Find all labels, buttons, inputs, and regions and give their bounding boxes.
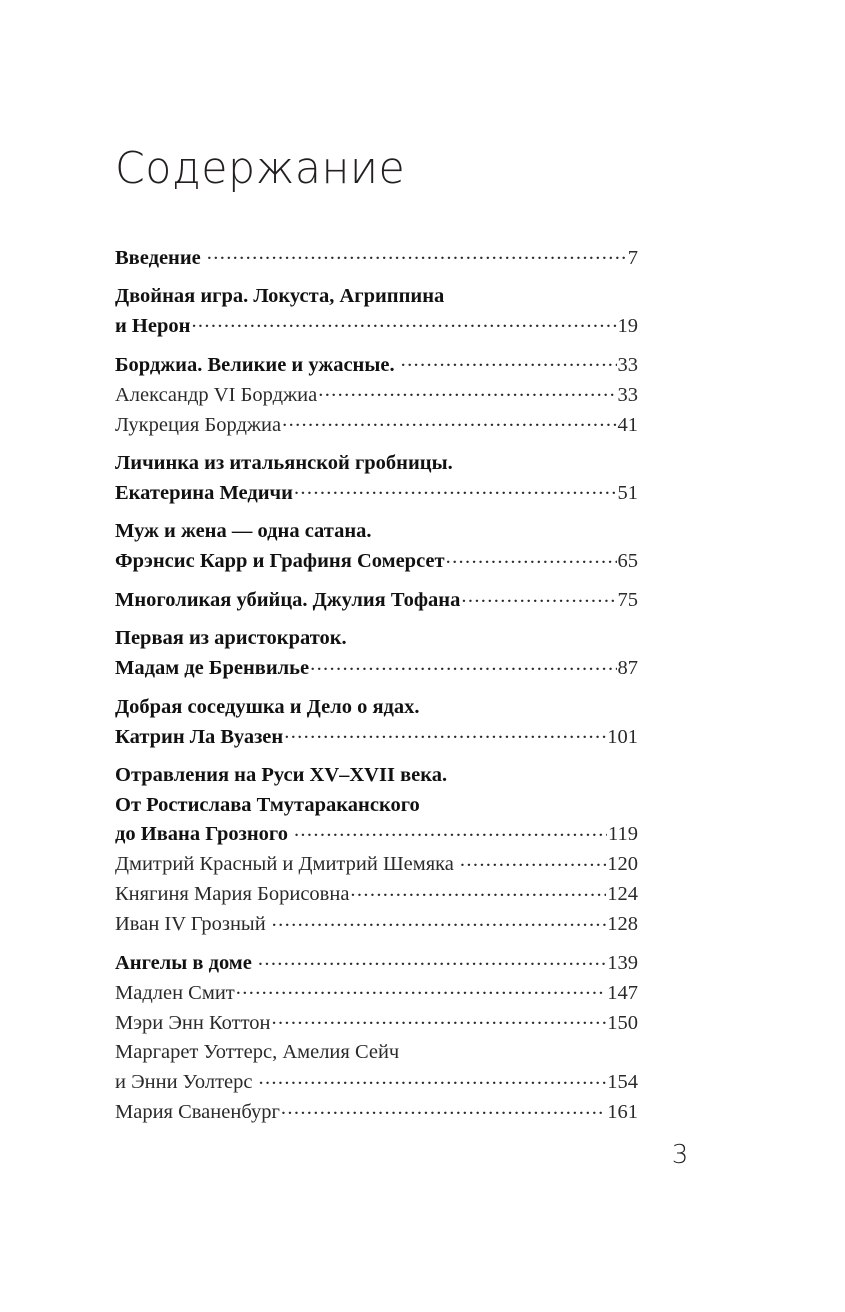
toc-subentry[interactable]	[115, 978, 638, 1008]
toc-dot-leader	[258, 1068, 606, 1089]
toc-entry-label: Мария Сваненбург	[115, 1101, 280, 1124]
toc-group	[115, 624, 638, 683]
toc-subentry[interactable]	[115, 1068, 638, 1098]
toc-dot-leader	[446, 547, 617, 568]
toc-entry[interactable]	[115, 624, 638, 653]
toc-entry[interactable]	[115, 350, 638, 380]
toc-page-number: 41	[617, 413, 638, 436]
toc-entry-label: Лукреция Борджиа	[115, 413, 282, 436]
toc-entry[interactable]	[115, 243, 638, 273]
toc-entry-label: Личинка из итальянской гробницы.	[115, 451, 453, 474]
toc-entry[interactable]	[115, 693, 638, 722]
toc-dot-leader	[236, 978, 606, 999]
toc-page-number: 124	[607, 883, 638, 906]
toc-group	[115, 282, 638, 341]
toc-entry[interactable]	[115, 949, 638, 979]
toc-page-number: 128	[607, 913, 638, 936]
toc-entry-label: Дмитрий Красный и Дмитрий Шемяка	[115, 853, 454, 876]
toc-dot-leader	[460, 850, 606, 871]
toc-entry-label: Мадам де Бренвилье	[115, 657, 310, 680]
toc-entry[interactable]	[115, 311, 638, 341]
toc-list	[115, 243, 638, 1127]
toc-subentry[interactable]	[115, 1098, 638, 1128]
toc-entry-label: Борджиа. Великие и ужасные.	[115, 353, 395, 376]
toc-entry[interactable]	[115, 586, 638, 616]
toc-dot-leader	[318, 380, 616, 401]
toc-subentry[interactable]	[115, 850, 638, 880]
toc-dot-leader	[281, 1098, 606, 1119]
toc-entry-label: Маргарет Уоттерс, Амелия Сейч	[115, 1041, 400, 1064]
toc-dot-leader	[207, 243, 627, 264]
toc-subentry[interactable]	[115, 880, 638, 910]
toc-entry-label: Добрая соседушка и Дело о ядах.	[115, 695, 420, 718]
toc-entry[interactable]	[115, 547, 638, 577]
toc-dot-leader	[258, 949, 606, 970]
toc-entry-label: и Нерон	[115, 314, 191, 337]
toc-entry[interactable]	[115, 654, 638, 684]
toc-page-number: 101	[607, 725, 638, 748]
toc-dot-leader	[191, 311, 616, 332]
toc-group	[115, 586, 638, 616]
toc-dot-leader	[284, 722, 606, 743]
toc-page-number: 161	[607, 1101, 638, 1124]
toc-entry-label: Александр VI Борджиа	[115, 383, 318, 406]
toc-group	[115, 761, 638, 939]
toc-entry-label: Двойная игра. Локуста, Агриппина	[115, 284, 445, 307]
toc-group	[115, 949, 638, 1128]
toc-page-number: 120	[607, 853, 638, 876]
toc-entry[interactable]	[115, 449, 638, 478]
toc-entry-label: Введение	[115, 246, 201, 269]
toc-entry[interactable]	[115, 820, 638, 850]
toc-dot-leader	[310, 654, 616, 675]
toc-page-number: 139	[607, 952, 638, 975]
toc-dot-leader	[271, 1008, 606, 1029]
toc-entry-label: до Ивана Грозного	[115, 823, 288, 846]
toc-entry-label: Фрэнсис Карр и Графиня Сомерсет	[115, 550, 445, 573]
toc-entry-label: и Энни Уолтерс	[115, 1071, 253, 1094]
toc-entry-label: Отравления на Руси XV–XVII века.	[115, 764, 448, 787]
toc-entry-label: Екатерина Медичи	[115, 481, 293, 504]
toc-dot-leader	[461, 586, 616, 607]
toc-group	[115, 449, 638, 508]
toc-subentry[interactable]	[115, 1008, 638, 1038]
toc-page-number: 147	[607, 981, 638, 1004]
toc-group	[115, 693, 638, 752]
toc-entry-label: Княгиня Мария Борисовна	[115, 883, 350, 906]
toc-entry[interactable]	[115, 791, 638, 820]
page-number-folio: 3	[671, 1140, 689, 1170]
toc-page-number: 51	[617, 481, 638, 504]
toc-entry-label: Иван IV Грозный	[115, 913, 266, 936]
toc-page-number: 119	[608, 823, 638, 846]
toc-page-number: 75	[617, 589, 638, 612]
toc-entry[interactable]	[115, 722, 638, 752]
toc-page-number: 7	[627, 246, 638, 269]
toc-page-number: 19	[617, 314, 638, 337]
toc-subentry[interactable]	[115, 380, 638, 410]
toc-entry-label: Катрин Ла Вуазен	[115, 725, 284, 748]
toc-dot-leader	[350, 880, 606, 901]
toc-entry-label: Мэри Энн Коттон	[115, 1011, 271, 1034]
toc-entry-label: Первая из аристократок.	[115, 627, 347, 650]
page-title: Содержание	[115, 143, 406, 194]
toc-subentry[interactable]	[115, 410, 638, 440]
toc-entry[interactable]	[115, 478, 638, 508]
toc-page-number: 150	[607, 1011, 638, 1034]
toc-entry-label: Многоликая убийца. Джулия Тофана	[115, 589, 461, 612]
toc-dot-leader	[294, 478, 617, 499]
toc-entry[interactable]	[115, 282, 638, 311]
toc-page-number: 154	[607, 1071, 638, 1094]
toc-entry-label: Ангелы в доме	[115, 952, 252, 975]
toc-subentry[interactable]	[115, 1038, 638, 1067]
toc-dot-leader	[272, 910, 607, 931]
toc-page-number: 33	[617, 353, 638, 376]
toc-entry[interactable]	[115, 761, 638, 790]
toc-dot-leader	[282, 410, 616, 431]
toc-group	[115, 243, 638, 273]
toc-subentry[interactable]	[115, 910, 638, 940]
toc-entry-label: Муж и жена — одна сатана.	[115, 520, 372, 543]
toc-page-number: 87	[617, 657, 638, 680]
toc-entry-label: От Ростислава Тмутараканского	[115, 793, 420, 816]
toc-dot-leader	[401, 350, 617, 371]
toc-group	[115, 350, 638, 440]
toc-entry[interactable]	[115, 517, 638, 546]
toc-dot-leader	[294, 820, 607, 841]
toc-page-number: 65	[617, 550, 638, 573]
toc-page-number: 33	[617, 383, 638, 406]
toc-entry-label: Мадлен Смит	[115, 981, 235, 1004]
toc-group	[115, 517, 638, 576]
